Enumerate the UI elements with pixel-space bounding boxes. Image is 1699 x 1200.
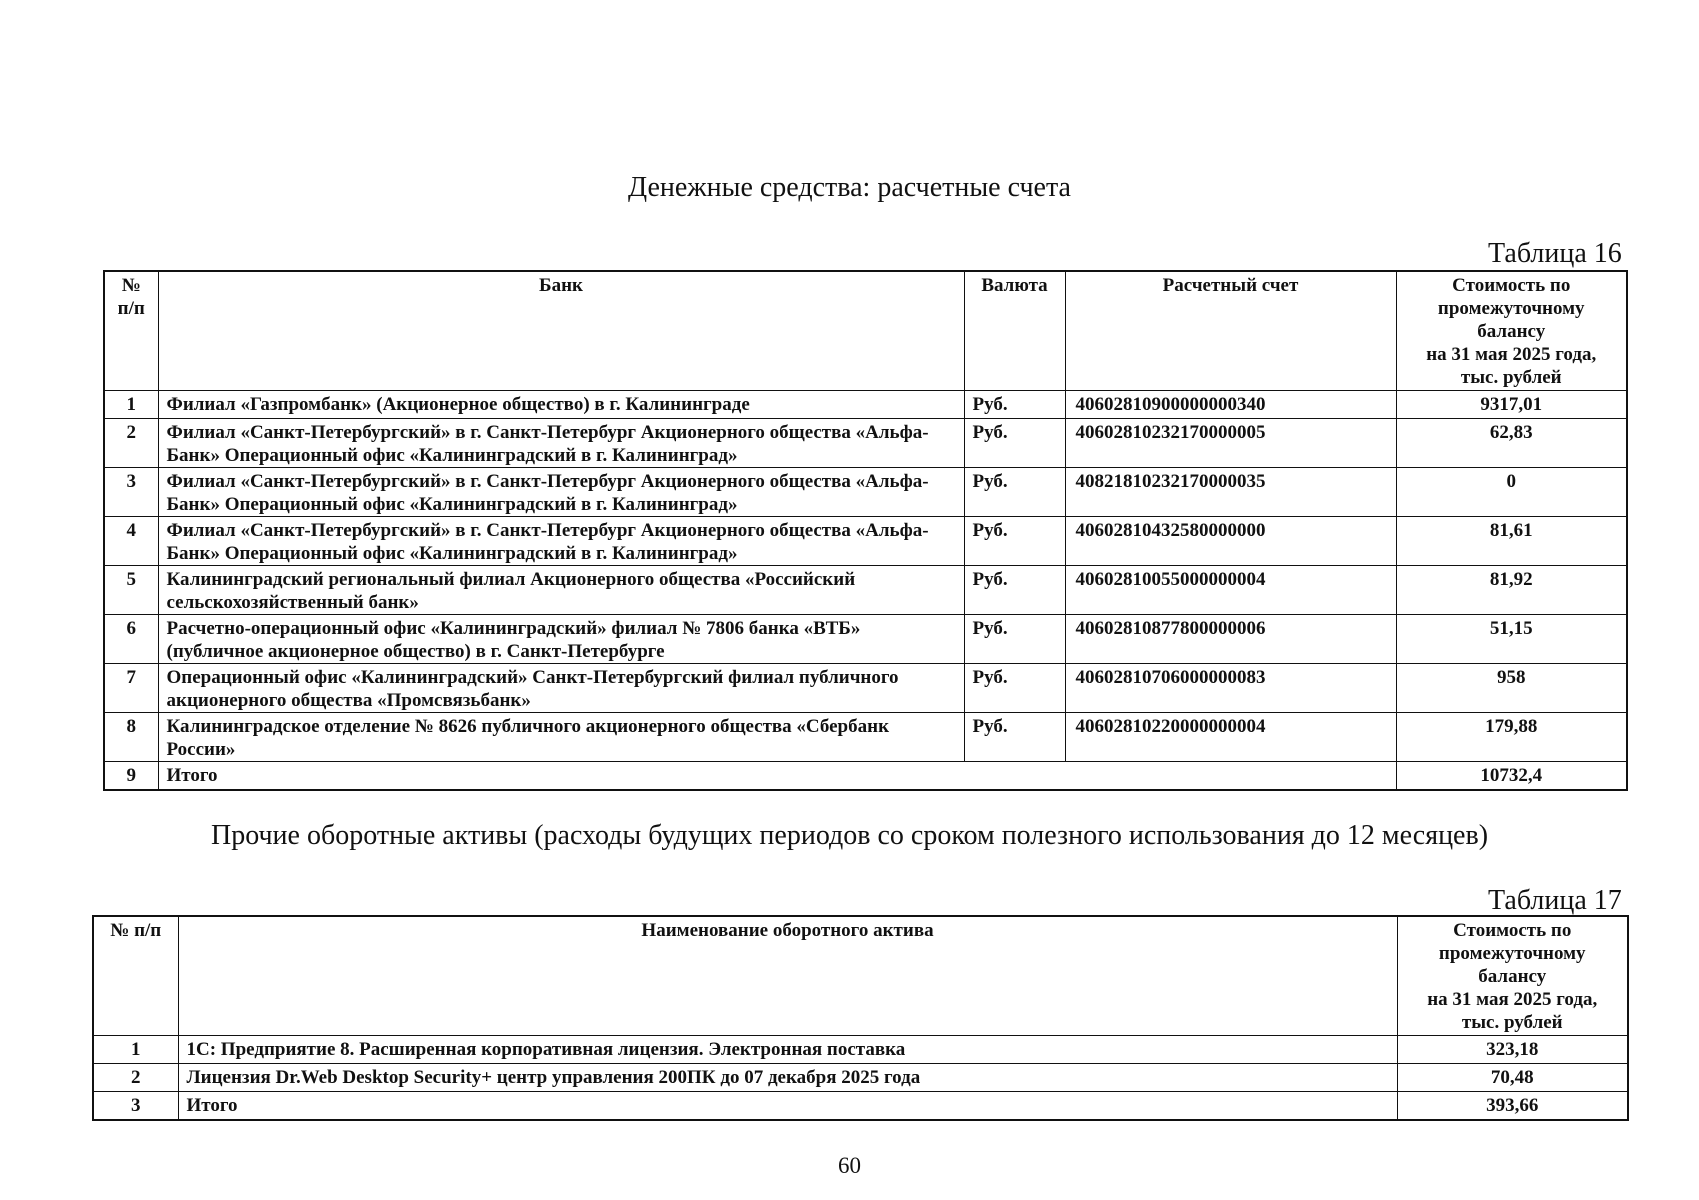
total-label: Итого — [158, 762, 1396, 791]
table16-header-row — [104, 271, 1627, 391]
header-value-line: балансу — [1478, 966, 1547, 987]
page-number: 60 — [838, 1153, 861, 1178]
table17-label: Таблица 17 — [1488, 885, 1622, 916]
table-row — [104, 664, 1627, 713]
row-bank: Филиал «Санкт-Петербургский» в г. Санкт-Петербург Акционерного общества «Альфа-Банк» Операционный офис «Калининградский в г. Калининград» — [158, 419, 964, 468]
row-name: Лицензия Dr.Web Desktop Security+ центр управления 200ПК до 07 декабря 2025 года — [178, 1064, 1397, 1092]
row-num: 6 — [104, 615, 158, 664]
row-currency: Руб. — [964, 391, 1065, 419]
row-bank: Расчетно-операционный офис «Калининградский» филиал № 7806 банка «ВТБ» (публичное акционерное общество) в г. Санкт-Петербурге — [158, 615, 964, 664]
row-account: 40602810220000000004 — [1065, 713, 1396, 762]
row-currency: Руб. — [964, 419, 1065, 468]
table-row — [104, 419, 1627, 468]
row-bank: Калининградский региональный филиал Акционерного общества «Российский сельскохозяйственный банк» — [158, 566, 964, 615]
row-value: 81,92 — [1396, 566, 1627, 615]
total-row — [93, 1092, 1628, 1121]
header-value-line: Стоимость по — [1452, 275, 1571, 296]
table16-label: Таблица 16 — [1488, 238, 1622, 269]
row-num: 3 — [104, 468, 158, 517]
table-row — [104, 517, 1627, 566]
row-value: 958 — [1396, 664, 1627, 713]
header-value-line: Стоимость по — [1453, 920, 1572, 941]
header-currency: Валюта — [964, 271, 1065, 391]
row-currency: Руб. — [964, 566, 1065, 615]
header-bank: Банк — [158, 271, 964, 391]
table-row — [104, 615, 1627, 664]
header-name: Наименование оборотного актива — [178, 916, 1397, 1036]
header-account: Расчетный счет — [1065, 271, 1396, 391]
row-num: 8 — [104, 713, 158, 762]
header-value-line: балансу — [1477, 321, 1546, 342]
row-value: 323,18 — [1397, 1036, 1628, 1064]
total-label: Итого — [178, 1092, 1397, 1121]
table-row — [104, 713, 1627, 762]
row-value: 51,15 — [1396, 615, 1627, 664]
total-num: 9 — [104, 762, 158, 791]
row-num: 1 — [93, 1036, 178, 1064]
row-account: 40602810432580000000 — [1065, 517, 1396, 566]
row-currency: Руб. — [964, 468, 1065, 517]
table-row — [93, 1064, 1628, 1092]
table-row — [104, 468, 1627, 517]
total-value: 393,66 — [1397, 1092, 1628, 1121]
row-bank: Филиал «Газпромбанк» (Акционерное общество) в г. Калининграде — [158, 391, 964, 419]
row-num: 1 — [104, 391, 158, 419]
header-value-line: промежуточному — [1438, 943, 1586, 964]
table-row — [104, 566, 1627, 615]
row-num: 5 — [104, 566, 158, 615]
row-num: 2 — [104, 419, 158, 468]
total-num: 3 — [93, 1092, 178, 1121]
header-value-line: на 31 мая 2025 года, — [1426, 344, 1597, 365]
table17 — [92, 915, 1629, 1121]
row-bank: Калининградское отделение № 8626 публичного акционерного общества «Сбербанк России» — [158, 713, 964, 762]
header-value-line: промежуточному — [1437, 298, 1585, 319]
row-bank: Филиал «Санкт-Петербургский» в г. Санкт-Петербург Акционерного общества «Альфа-Банк» Операционный офис «Калининградский в г. Калининград» — [158, 517, 964, 566]
table17-header-row — [93, 916, 1628, 1036]
row-num: 4 — [104, 517, 158, 566]
table-row — [93, 1036, 1628, 1064]
row-value: 62,83 — [1396, 419, 1627, 468]
row-account: 40602810055000000004 — [1065, 566, 1396, 615]
row-value: 0 — [1396, 468, 1627, 517]
row-value: 9317,01 — [1396, 391, 1627, 419]
header-value-line: на 31 мая 2025 года, — [1427, 989, 1598, 1010]
header-num: № п/п — [93, 916, 178, 1036]
row-currency: Руб. — [964, 713, 1065, 762]
header-value-line: тыс. рублей — [1461, 1012, 1563, 1033]
row-currency: Руб. — [964, 517, 1065, 566]
row-account: 40602810232170000005 — [1065, 419, 1396, 468]
row-account: 40602810706000000083 — [1065, 664, 1396, 713]
row-value: 179,88 — [1396, 713, 1627, 762]
row-account: 40821810232170000035 — [1065, 468, 1396, 517]
row-bank: Филиал «Санкт-Петербургский» в г. Санкт-Петербург Акционерного общества «Альфа-Банк» Операционный офис «Калининградский в г. Калининград» — [158, 468, 964, 517]
row-currency: Руб. — [964, 615, 1065, 664]
header-value-line: тыс. рублей — [1460, 367, 1562, 388]
row-name: 1С: Предприятие 8. Расширенная корпоративная лицензия. Электронная поставка — [178, 1036, 1397, 1064]
total-value: 10732,4 — [1396, 762, 1627, 791]
row-num: 2 — [93, 1064, 178, 1092]
row-num: 7 — [104, 664, 158, 713]
table16 — [103, 270, 1628, 791]
row-account: 40602810877800000006 — [1065, 615, 1396, 664]
table16-title: Денежные средства: расчетные счета — [628, 172, 1071, 203]
table17-title: Прочие оборотные активы (расходы будущих периодов со сроком полезного использования до 12 месяцев) — [210, 820, 1489, 851]
row-account: 40602810900000000340 — [1065, 391, 1396, 419]
row-currency: Руб. — [964, 664, 1065, 713]
header-value — [1396, 271, 1627, 391]
header-value — [1397, 916, 1628, 1036]
header-num: № п/п — [104, 271, 158, 391]
row-bank: Операционный офис «Калининградский» Санкт-Петербургский филиал публичного акционерного общества «Промсвязьбанк» — [158, 664, 964, 713]
row-value: 81,61 — [1396, 517, 1627, 566]
total-row — [104, 762, 1627, 791]
table-row — [104, 391, 1627, 419]
row-value: 70,48 — [1397, 1064, 1628, 1092]
